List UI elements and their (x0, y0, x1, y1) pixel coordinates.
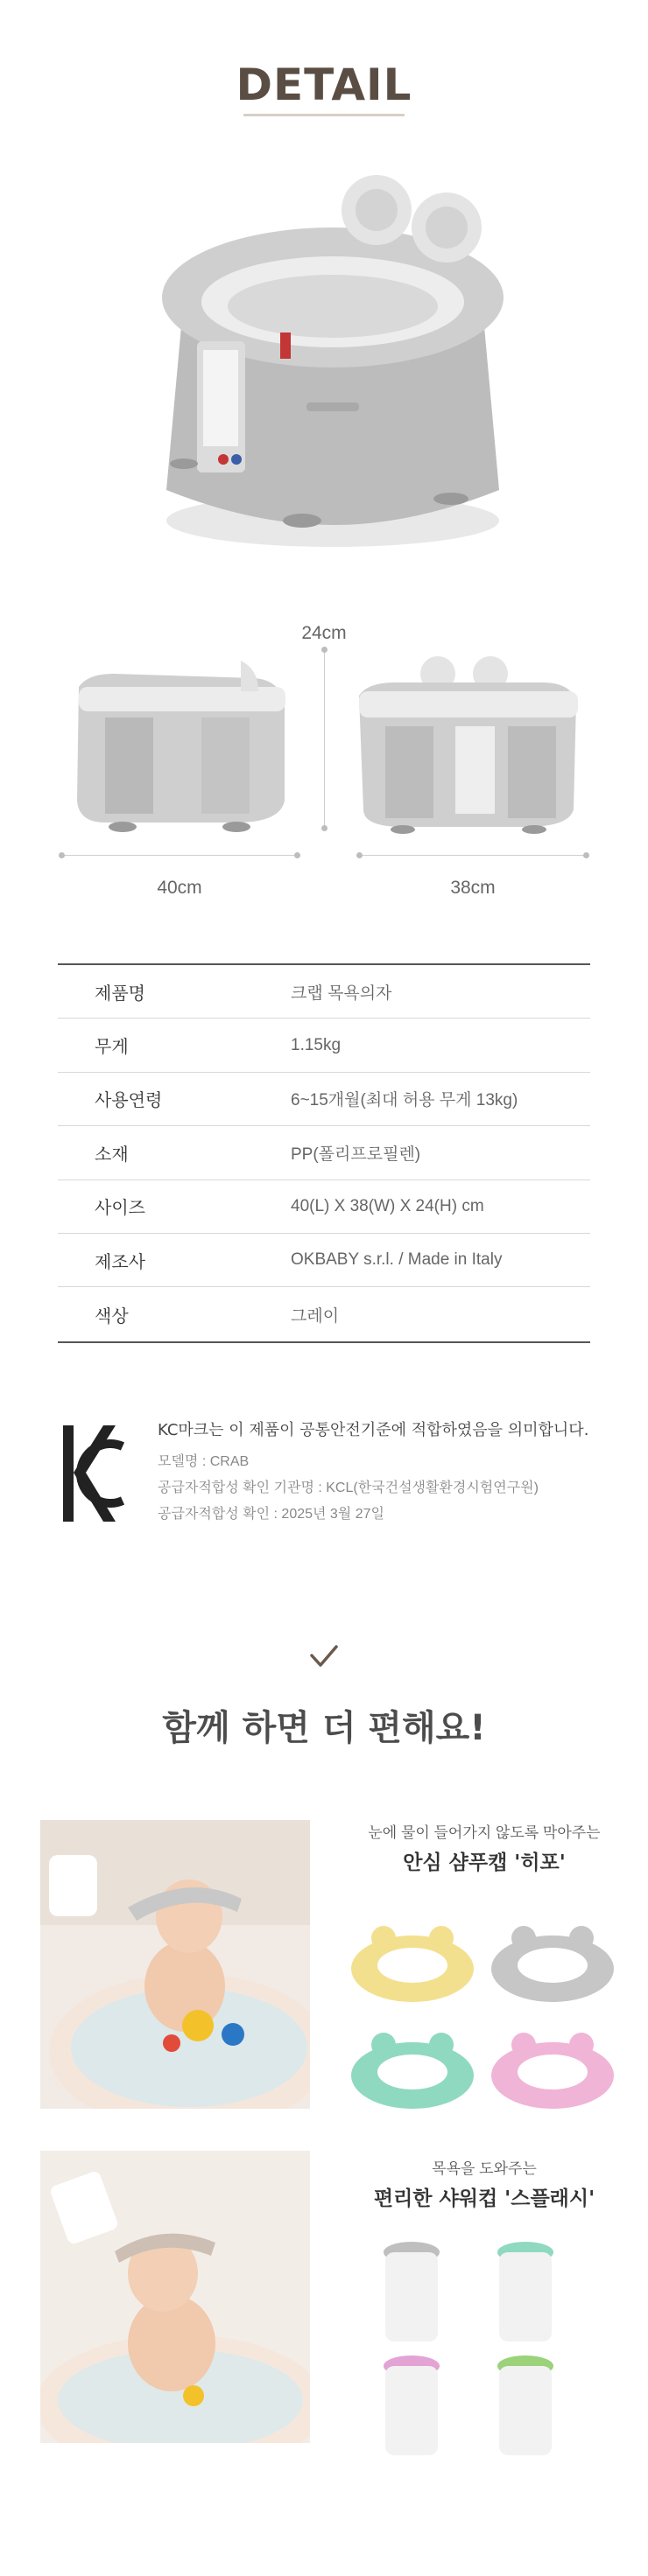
height-dimension-line (324, 649, 325, 829)
height-dimension-label: 24cm (301, 623, 347, 643)
shower-cup-mint (490, 2240, 560, 2345)
product-1-name: 안심 샴푸캡 '히포' (403, 1852, 566, 1874)
spec-row-manufacturer (58, 1234, 590, 1287)
kc-agency: 공급자적합성 확인 기관명 : KCL(한국건설생활환경시험연구원) (158, 1480, 539, 1495)
spec-row-material (58, 1126, 590, 1180)
shampoo-cap-gray (487, 1916, 618, 2007)
baby-shampoo-cap-photo (40, 1820, 310, 2109)
spec-value: OKBABY s.r.l. / Made in Italy (291, 1250, 503, 1270)
side-view-image (61, 652, 298, 836)
spec-row-age (58, 1073, 590, 1126)
kc-headline: KC마크는 이 제품이 공통안전기준에 적합하였음을 의미합니다. (158, 1421, 589, 1439)
length-dimension-line (61, 855, 298, 856)
check-icon (308, 1643, 340, 1670)
spec-label: 사용연령 (95, 1089, 163, 1111)
spec-row-size (58, 1180, 590, 1234)
shower-cup-gray (377, 2240, 447, 2345)
spec-row-product-name (58, 965, 590, 1018)
spec-label: 사이즈 (95, 1197, 145, 1219)
product-1-subtitle: 눈에 물이 들어가지 않도록 막아주는 (368, 1824, 601, 1841)
shampoo-cap-yellow (347, 1916, 478, 2007)
kc-model: 모델명 : CRAB (158, 1454, 250, 1469)
recommend-title: 함께 하면 더 편해요! (162, 1708, 486, 1748)
shampoo-cap-pink (487, 2023, 618, 2114)
spec-value: 그레이 (291, 1306, 340, 1326)
bath-seat-image (149, 175, 517, 560)
front-view-image (350, 652, 587, 836)
length-dimension-label: 40cm (157, 878, 202, 898)
shower-cup-green (490, 2354, 560, 2459)
kc-date: 공급자적합성 확인 : 2025년 3월 27일 (158, 1507, 384, 1522)
shampoo-cap-mint (347, 2023, 478, 2114)
kc-mark-icon (61, 1422, 124, 1525)
title-underline (243, 114, 405, 116)
shower-cup-pink (377, 2354, 447, 2459)
spec-label: 소재 (95, 1143, 129, 1165)
spec-label: 제조사 (95, 1250, 145, 1272)
spec-value: PP(폴리프로필렌) (291, 1144, 421, 1164)
spec-value: 6~15개월(최대 허용 무게 13kg) (291, 1091, 518, 1110)
spec-table (58, 963, 590, 1343)
product-2-subtitle: 목욕을 도와주는 (432, 2160, 537, 2177)
spec-label: 제품명 (95, 982, 145, 1004)
kc-info (158, 1418, 613, 1528)
spec-label: 무게 (95, 1036, 129, 1058)
spec-value: 크랩 목욕의자 (291, 984, 392, 1003)
spec-row-weight (58, 1018, 590, 1072)
spec-value: 40(L) X 38(W) X 24(H) cm (291, 1196, 484, 1215)
baby-shower-cup-photo (40, 2151, 310, 2443)
width-dimension-line (359, 855, 587, 856)
spec-value: 1.15kg (291, 1035, 342, 1054)
section-title: DETAIL (236, 60, 412, 110)
spec-label: 색상 (95, 1305, 129, 1326)
spec-row-color (58, 1287, 590, 1340)
width-dimension-label: 38cm (450, 878, 496, 898)
product-2-name: 편리한 샤워컵 '스플래시' (373, 2188, 595, 2210)
